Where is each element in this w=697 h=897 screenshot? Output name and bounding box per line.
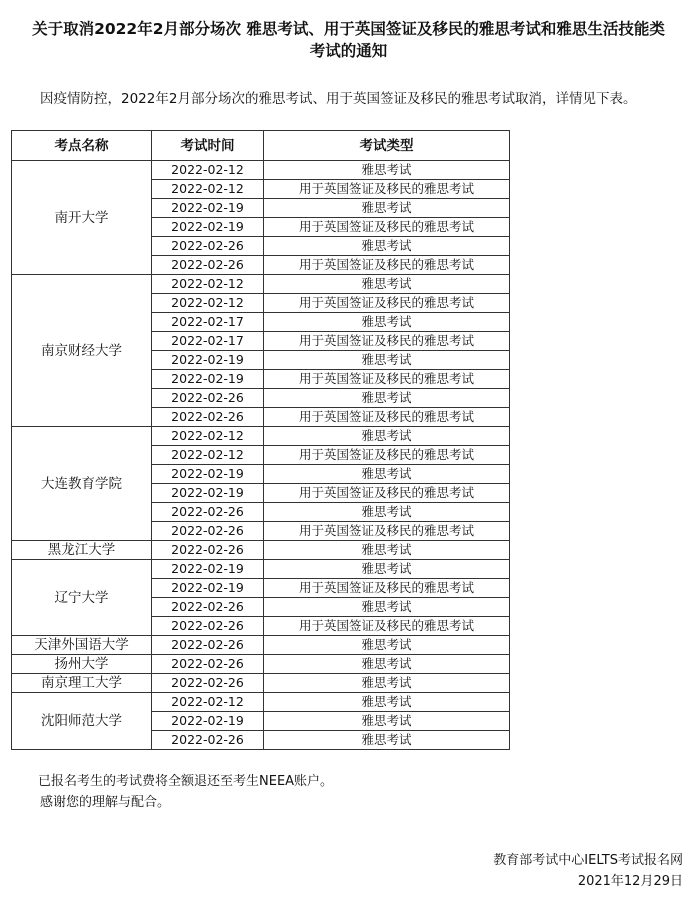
- exam-type-cell: 雅思考试: [264, 389, 510, 408]
- exam-type-cell: 雅思考试: [264, 313, 510, 332]
- signature-date: 2021年12月29日: [577, 874, 683, 889]
- cancellation-table: [11, 130, 510, 750]
- exam-type-cell: 用于英国签证及移民的雅思考试: [264, 522, 510, 541]
- exam-date-cell: 2022-02-12: [152, 427, 264, 446]
- header-date: 考试时间: [152, 131, 264, 161]
- exam-type-cell: 雅思考试: [264, 731, 510, 750]
- table-row: [12, 541, 510, 560]
- exam-date-cell: 2022-02-26: [152, 503, 264, 522]
- table-row: [12, 674, 510, 693]
- table-row: [12, 655, 510, 674]
- exam-date-cell: 2022-02-17: [152, 332, 264, 351]
- exam-type-cell: 雅思考试: [264, 503, 510, 522]
- table-row: [12, 560, 510, 579]
- exam-type-cell: 雅思考试: [264, 275, 510, 294]
- exam-type-cell: 雅思考试: [264, 636, 510, 655]
- exam-date-cell: 2022-02-12: [152, 161, 264, 180]
- notice-title: [0, 18, 697, 62]
- exam-date-cell: 2022-02-19: [152, 370, 264, 389]
- exam-type-cell: 雅思考试: [264, 351, 510, 370]
- table-row: [12, 275, 510, 294]
- exam-date-cell: 2022-02-17: [152, 313, 264, 332]
- exam-date-cell: 2022-02-26: [152, 674, 264, 693]
- exam-date-cell: 2022-02-26: [152, 598, 264, 617]
- exam-type-cell: 雅思考试: [264, 655, 510, 674]
- exam-type-cell: 用于英国签证及移民的雅思考试: [264, 256, 510, 275]
- exam-date-cell: 2022-02-19: [152, 712, 264, 731]
- exam-type-cell: 雅思考试: [264, 161, 510, 180]
- venue-name-cell: 大连教育学院: [12, 427, 152, 541]
- exam-date-cell: 2022-02-19: [152, 218, 264, 237]
- venue-name-cell: 沈阳师范大学: [12, 693, 152, 750]
- exam-type-cell: 用于英国签证及移民的雅思考试: [264, 484, 510, 503]
- exam-date-cell: 2022-02-26: [152, 731, 264, 750]
- exam-type-cell: 雅思考试: [264, 712, 510, 731]
- exam-type-cell: 雅思考试: [264, 237, 510, 256]
- exam-type-cell: 雅思考试: [264, 199, 510, 218]
- exam-date-cell: 2022-02-19: [152, 484, 264, 503]
- exam-type-cell: 雅思考试: [264, 427, 510, 446]
- exam-type-cell: 用于英国签证及移民的雅思考试: [264, 370, 510, 389]
- exam-date-cell: 2022-02-26: [152, 636, 264, 655]
- header-type: 考试类型: [264, 131, 510, 161]
- venue-name-cell: 南京理工大学: [12, 674, 152, 693]
- table-header-row: [12, 131, 510, 161]
- venue-name-cell: 辽宁大学: [12, 560, 152, 636]
- refund-note: 已报名考生的考试费将全额退还至考生NEEA账户。: [38, 774, 334, 789]
- table-row: [12, 693, 510, 712]
- exam-date-cell: 2022-02-19: [152, 560, 264, 579]
- venue-name-cell: 南京财经大学: [12, 275, 152, 427]
- exam-type-cell: 雅思考试: [264, 560, 510, 579]
- title-line-2: 考试的通知: [309, 42, 388, 60]
- table-row: [12, 161, 510, 180]
- venue-name-cell: 天津外国语大学: [12, 636, 152, 655]
- intro-paragraph: 因疫情防控，2022年2月部分场次的雅思考试、用于英国签证及移民的雅思考试取消，详情见下表。: [40, 91, 637, 107]
- exam-date-cell: 2022-02-26: [152, 408, 264, 427]
- exam-date-cell: 2022-02-12: [152, 693, 264, 712]
- exam-type-cell: 雅思考试: [264, 674, 510, 693]
- exam-date-cell: 2022-02-26: [152, 541, 264, 560]
- venue-name-cell: 黑龙江大学: [12, 541, 152, 560]
- exam-type-cell: 用于英国签证及移民的雅思考试: [264, 180, 510, 199]
- table-row: [12, 636, 510, 655]
- exam-type-cell: 用于英国签证及移民的雅思考试: [264, 294, 510, 313]
- exam-date-cell: 2022-02-26: [152, 237, 264, 256]
- exam-date-cell: 2022-02-26: [152, 389, 264, 408]
- exam-date-cell: 2022-02-12: [152, 275, 264, 294]
- exam-date-cell: 2022-02-19: [152, 579, 264, 598]
- table-body: [12, 161, 510, 750]
- exam-date-cell: 2022-02-12: [152, 180, 264, 199]
- exam-type-cell: 用于英国签证及移民的雅思考试: [264, 332, 510, 351]
- signature-block: [493, 850, 683, 892]
- exam-date-cell: 2022-02-26: [152, 522, 264, 541]
- venue-name-cell: 扬州大学: [12, 655, 152, 674]
- thanks-note: 感谢您的理解与配合。: [40, 795, 171, 810]
- exam-type-cell: 用于英国签证及移民的雅思考试: [264, 617, 510, 636]
- exam-type-cell: 用于英国签证及移民的雅思考试: [264, 446, 510, 465]
- exam-date-cell: 2022-02-19: [152, 465, 264, 484]
- exam-date-cell: 2022-02-12: [152, 446, 264, 465]
- table-row: [12, 427, 510, 446]
- exam-type-cell: 雅思考试: [264, 465, 510, 484]
- exam-date-cell: 2022-02-26: [152, 655, 264, 674]
- exam-date-cell: 2022-02-12: [152, 294, 264, 313]
- signature-org: 教育部考试中心IELTS考试报名网: [493, 853, 683, 868]
- exam-type-cell: 用于英国签证及移民的雅思考试: [264, 218, 510, 237]
- venue-name-cell: 南开大学: [12, 161, 152, 275]
- exam-type-cell: 用于英国签证及移民的雅思考试: [264, 579, 510, 598]
- title-line-1: 关于取消2022年2月部分场次 雅思考试、用于英国签证及移民的雅思考试和雅思生活技能类: [32, 20, 665, 38]
- header-venue: 考点名称: [12, 131, 152, 161]
- exam-type-cell: 用于英国签证及移民的雅思考试: [264, 408, 510, 427]
- exam-type-cell: 雅思考试: [264, 598, 510, 617]
- exam-date-cell: 2022-02-26: [152, 256, 264, 275]
- exam-type-cell: 雅思考试: [264, 541, 510, 560]
- exam-date-cell: 2022-02-19: [152, 351, 264, 370]
- exam-date-cell: 2022-02-26: [152, 617, 264, 636]
- exam-type-cell: 雅思考试: [264, 693, 510, 712]
- exam-date-cell: 2022-02-19: [152, 199, 264, 218]
